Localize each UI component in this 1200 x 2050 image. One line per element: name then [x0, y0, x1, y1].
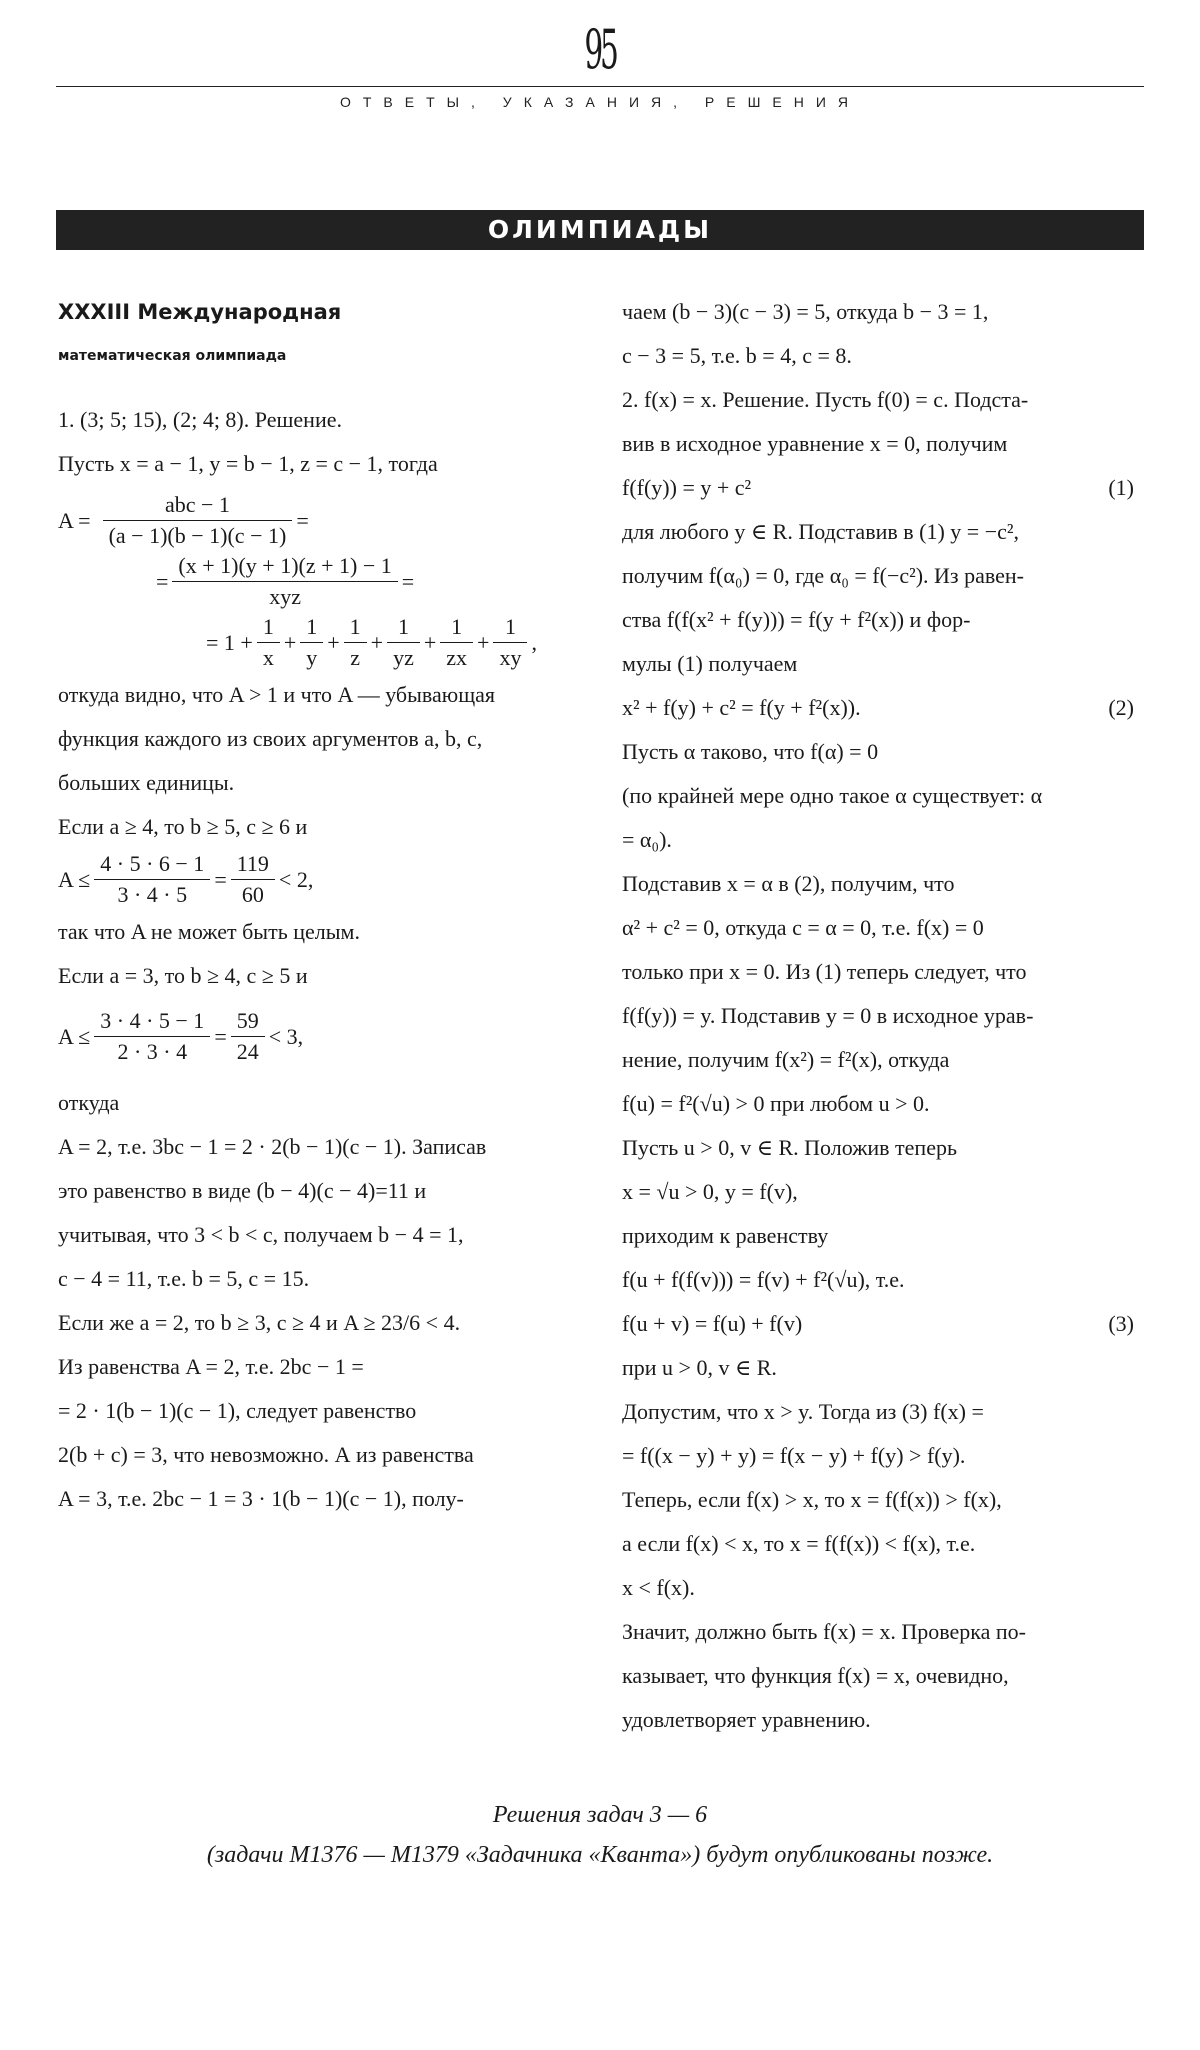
text-line: откуда видно, что A > 1 и что A — убывающая: [58, 682, 496, 707]
section-banner: ОЛИМПИАДЫ: [56, 210, 1144, 250]
text-line: f(u) = f²(√u) > 0 при любом u > 0.: [622, 1091, 930, 1116]
text-line: Если a = 3, то b ≥ 4, c ≥ 5 и: [58, 963, 308, 988]
text-line: Из равенства A = 2, т.е. 2bc − 1 =: [58, 1354, 364, 1379]
text-line: (по крайней мере одно такое α существует: α: [622, 783, 1043, 808]
footer-note: (задачи М1376 — М1379 «Задачника «Кванта») будут опубликованы позже.: [206, 1842, 994, 1868]
formula-1: A = $\frac{\text{abc − 1}}{(a - 1)(b - 1)(c - 1)}$ =: [58, 492, 309, 548]
text-line: Если a ≥ 4, то b ≥ 5, c ≥ 6 и: [58, 814, 308, 839]
equation-1: f(f(y)) = y + c² (1): [622, 466, 1144, 510]
text-line: Теперь, если f(x) > x, то x = f(f(x)) > f(x),: [622, 1487, 1002, 1512]
text-line: Если же a = 2, то b ≥ 3, c ≥ 4 и A ≥ 23/6 < 4.: [58, 1310, 461, 1335]
text-line: это равенство в виде (b − 4)(c − 4)=11 и: [58, 1178, 427, 1203]
running-title: ОТВЕТЫ, УКАЗАНИЯ, РЕШЕНИЯ: [339, 94, 861, 110]
text-line: c − 4 = 11, т.е. b = 5, c = 15.: [58, 1266, 310, 1291]
text-line: для любого y ∈ R. Подставив в (1) y = −c²,: [622, 519, 1019, 544]
text-line: так что A не может быть целым.: [58, 919, 360, 944]
text-line: вив в исходное уравнение x = 0, получим: [622, 431, 1008, 456]
section-title: XXXIII Международная: [58, 300, 342, 324]
problem-1-answer: 1. (3; 5; 15), (2; 4; 8). Решение.: [58, 407, 342, 432]
text-line: f(u + f(f(v))) = f(v) + f²(√u), т.е.: [622, 1267, 905, 1292]
text-line: ства f(f(x² + f(y))) = f(y + f²(x)) и фор-: [622, 607, 971, 632]
text-line: c − 3 = 5, т.е. b = 4, c = 8.: [622, 343, 852, 368]
text-line: а если f(x) < x, то x = f(f(x)) < f(x), т.е.: [622, 1531, 976, 1556]
text-line: получим f(α₀) = 0, где α₀ = f(−c²). Из равен-: [622, 563, 1025, 588]
text-line: f(f(y)) = y. Подставив y = 0 в исходное урав-: [622, 1003, 1034, 1028]
problem-2-answer: 2. f(x) = x. Решение. Пусть f(0) = c. Подста-: [622, 387, 1029, 412]
text-line: = f((x − y) + y) = f(x − y) + f(y) > f(y).: [622, 1443, 966, 1468]
footer-note-title: Решения задач 3 — 6: [492, 1802, 708, 1828]
text-line: мулы (1) получаем: [622, 651, 798, 676]
text-line: нение, получим f(x²) = f²(x), откуда: [622, 1047, 950, 1072]
right-column: [622, 290, 1144, 1742]
text-line: Значит, должно быть f(x) = x. Проверка по-: [622, 1619, 1026, 1644]
text-line: Допустим, что x > y. Тогда из (3) f(x) =: [622, 1399, 984, 1424]
text-line: x < f(x).: [622, 1575, 695, 1600]
text-line: Пусть u > 0, v ∈ R. Положив теперь: [622, 1135, 958, 1160]
formula-3: = 1 + $\frac{1}{x}$ + $\frac{1}{y}$ + $\frac{1}{z}$ + $\frac{1}{yz}$ + $\frac{1}{zx}$ + $\frac{1}{xy}$ ,: [206, 614, 537, 670]
text-line: = α₀).: [622, 827, 672, 852]
equation-number: (3): [1108, 1311, 1134, 1336]
text-line: x = √u > 0, y = f(v),: [622, 1179, 798, 1204]
text-line: при u > 0, v ∈ R.: [622, 1355, 777, 1380]
formula-2: = $\frac{(x + 1)(y + 1)(z + 1) - 1}{\text{xyz}}$ =: [156, 553, 415, 609]
text-line: Подставив x = α в (2), получим, что: [622, 871, 955, 896]
equation-2: x² + f(y) + c² = f(y + f²(x)). (2): [622, 686, 1144, 730]
left-column: [58, 290, 578, 1521]
formula-5: A ≤ $\frac{3 \cdot 4 \cdot 5 - 1}{2 \cdot 3 \cdot 4}$ = $\frac{59}{24}$ < 3,: [58, 1008, 304, 1064]
text-line: только при x = 0. Из (1) теперь следует, что: [622, 959, 1027, 984]
text-line: учитывая, что 3 < b < c, получаем b − 4 = 1,: [58, 1222, 464, 1247]
text-line: чаем (b − 3)(c − 3) = 5, откуда b − 3 = 1,: [622, 299, 989, 324]
text-line: функция каждого из своих аргументов a, b, c,: [58, 726, 483, 751]
header-rule: [56, 86, 1144, 87]
text-line: A = 2, т.е. 3bc − 1 = 2 · 2(b − 1)(c − 1). Записав: [58, 1134, 487, 1159]
text-line: 2(b + c) = 3, что невозможно. А из равенства: [58, 1442, 474, 1467]
page-number: 95: [584, 18, 616, 81]
text-line: α² + c² = 0, откуда c = α = 0, т.е. f(x) = 0: [622, 915, 984, 940]
equation-number: (2): [1108, 695, 1134, 720]
formula-4: A ≤ $\frac{4 \cdot 5 \cdot 6 - 1}{3 \cdot 4 \cdot 5}$ = $\frac{119}{60}$ < 2,: [58, 851, 314, 907]
equation-number: (1): [1108, 475, 1134, 500]
equation-3: f(u + v) = f(u) + f(v) (3): [622, 1302, 1144, 1346]
text-line: откуда: [58, 1090, 120, 1115]
text-line: казывает, что функция f(x) = x, очевидно,: [622, 1663, 1009, 1688]
text-line: Пусть x = a − 1, y = b − 1, z = c − 1, тогда: [58, 451, 438, 476]
text-line: = 2 · 1(b − 1)(c − 1), следует равенство: [58, 1398, 417, 1423]
section-subtitle: математическая олимпиада: [58, 348, 287, 364]
text-line: больших единицы.: [58, 770, 235, 795]
text-line: удовлетворяет уравнению.: [622, 1707, 871, 1732]
text-line: Пусть α таково, что f(α) = 0: [622, 739, 879, 764]
text-line: приходим к равенству: [622, 1223, 829, 1248]
text-line: A = 3, т.е. 2bc − 1 = 3 · 1(b − 1)(c − 1), полу-: [58, 1486, 464, 1511]
